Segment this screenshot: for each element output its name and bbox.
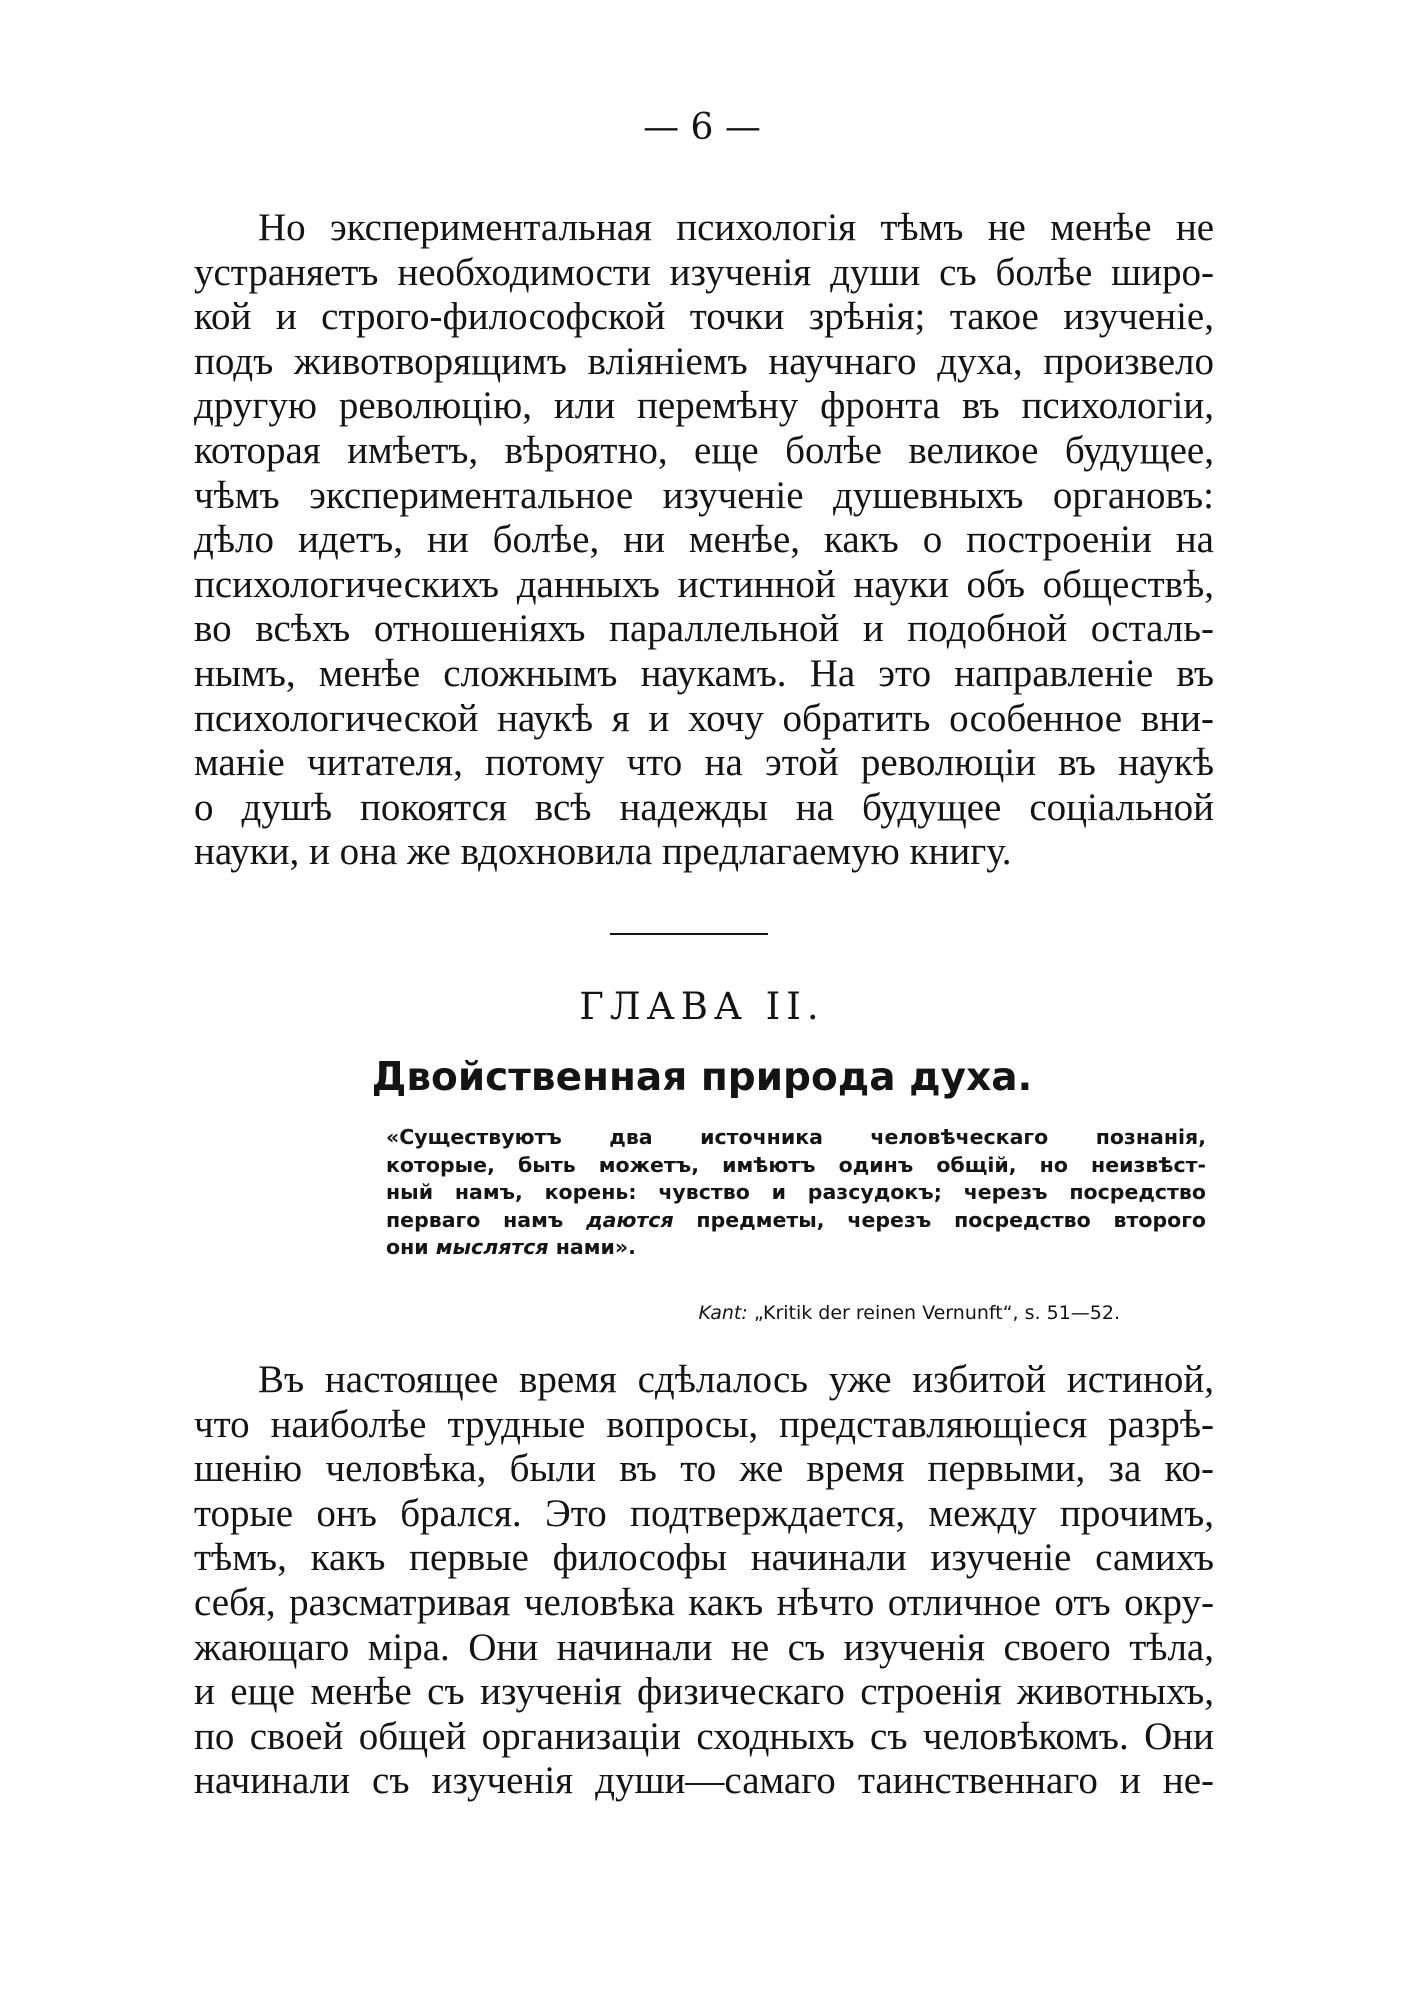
paragraph-line: чѣмъ экспериментальное изученіе душевныхъ органовъ: [194,473,1214,517]
intro-paragraph [194,206,1214,875]
paragraph-line: другую революцію, или перемѣну фронта въ психологіи, [194,384,1214,428]
section-divider [610,933,768,935]
paragraph-line: во всѣхъ отношеніяхъ параллельной и подобной осталь- [194,607,1214,651]
epigraph-line [386,1207,1206,1235]
paragraph-line: психологической наукѣ я и хочу обратить особенное вни- [194,696,1214,740]
chapter-number: ГЛАВА II. [579,985,825,1028]
epigraph-text: нами». [548,1235,636,1260]
epigraph-line: которые, быть можетъ, имѣютъ одинъ общій, но неизвѣст- [386,1152,1206,1177]
paragraph-line: Въ настоящее время сдѣлалось уже избитой истиной, [258,1358,1214,1401]
epigraph [386,1124,1206,1262]
epigraph-emphasis: даются [586,1207,674,1232]
paragraph-line: психологическихъ данныхъ истинной науки объ обществѣ, [194,562,1214,606]
epigraph-line [386,1234,1206,1262]
paragraph-line: подъ животворящимъ вліяніемъ научнаго духа, произвело [194,339,1214,383]
paragraph-line: устраняетъ необходимости изученія души съ болѣе широ- [194,250,1214,294]
paragraph-line: о душѣ покоятся всѣ надежды на будущее соціальной [194,785,1214,829]
paragraph-line: нымъ, менѣе сложнымъ наукамъ. На это направленіе въ [194,651,1214,695]
paragraph-line: Но экспериментальная психологія тѣмъ не менѣе не [258,206,1214,249]
paragraph-line: тѣмъ, какъ первые философы начинали изученіе самихъ [194,1536,1214,1580]
page-number: — 6 — [643,107,761,148]
chapter-title: Двойственная природа духа. [371,1055,1033,1100]
paragraph-line: кой и строго-философской точки зрѣнія; такое изученіе, [194,295,1214,339]
source-author: Kant: [698,1302,748,1324]
paragraph-line: жающаго міра. Они начинали не съ изученія своего тѣла, [194,1625,1214,1669]
epigraph-text: предметы, черезъ посредство второго [673,1207,1206,1232]
epigraph-text: перваго намъ [386,1207,587,1232]
paragraph-line: себя, разсматривая человѣка какъ нѣчто отличное отъ окру- [194,1580,1214,1624]
paragraph-line: науки, и она же вдохновила предлагаемую книгу. [194,830,1012,874]
source-work: „Kritik der reinen Vernunft“, s. 51—52. [747,1302,1120,1324]
paragraph-line: шенію человѣка, были въ то же время первыми, за ко- [194,1447,1214,1491]
paragraph-line: торые онъ брался. Это подтверждается, между прочимъ, [194,1491,1214,1535]
paragraph-line: начинали съ изученія души—самаго таинственнаго и не- [194,1759,1214,1803]
paragraph-line: что наиболѣе трудные вопросы, представляющіеся разрѣ- [194,1402,1214,1446]
body-paragraph [194,1358,1214,1804]
epigraph-emphasis: мыслятся [435,1235,549,1260]
epigraph-text: они [386,1235,436,1260]
epigraph-source [698,1301,1120,1325]
epigraph-line: ный намъ, корень: чувство и разсудокъ; черезъ посредство [386,1180,1206,1205]
paragraph-line: дѣло идетъ, ни болѣе, ни менѣе, какъ о построеніи на [194,518,1214,562]
epigraph-line: «Существуютъ два источника человѣческаго познанія, [386,1125,1206,1149]
paragraph-line: которая имѣетъ, вѣроятно, еще болѣе великое будущее, [194,428,1214,472]
paragraph-line: и еще менѣе съ изученія физическаго строенія животныхъ, [194,1670,1214,1714]
paragraph-line: по своей общей организаціи сходныхъ съ человѣкомъ. Они [194,1714,1214,1758]
paragraph-line: маніе читателя, потому что на этой революціи въ наукѣ [194,741,1214,785]
